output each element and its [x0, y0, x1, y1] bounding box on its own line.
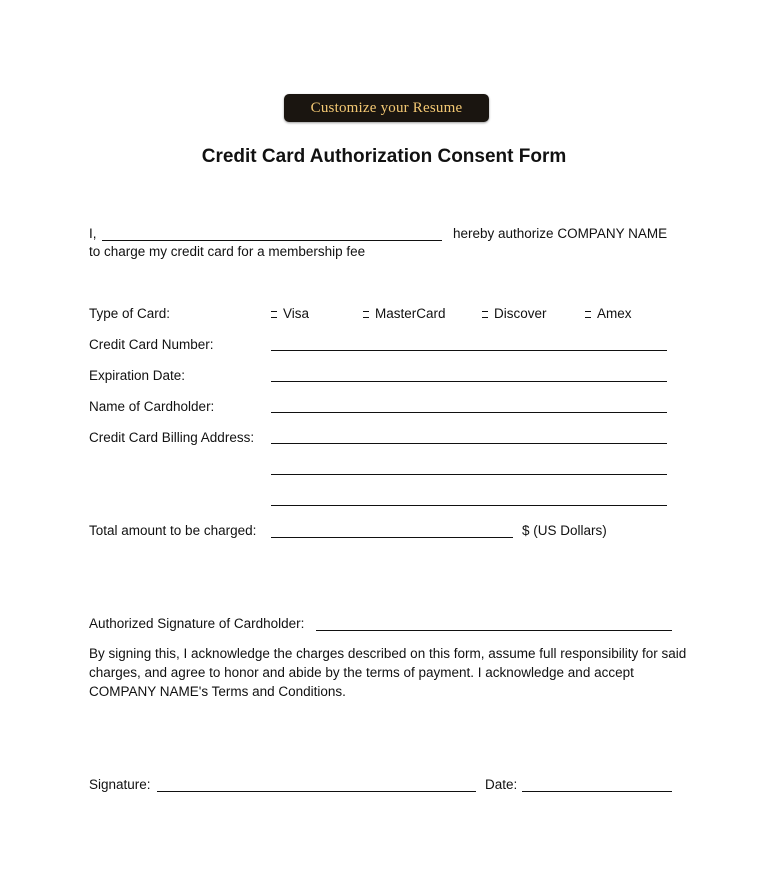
- billing-address-line-3[interactable]: [271, 505, 667, 506]
- date-label: Date:: [485, 777, 518, 792]
- checkbox-icon: [363, 311, 369, 318]
- checkbox-visa[interactable]: [271, 306, 309, 321]
- billing-address-label: Credit Card Billing Address:: [89, 430, 255, 445]
- card-number-line[interactable]: [271, 350, 667, 351]
- billing-address-line-2[interactable]: [271, 474, 667, 475]
- option-mastercard-label: MasterCard: [375, 306, 446, 321]
- customize-resume-button[interactable]: [284, 94, 489, 122]
- authorized-signature-label: Authorized Signature of Cardholder:: [89, 616, 305, 631]
- checkbox-icon: [271, 311, 277, 318]
- option-amex-label: Amex: [597, 306, 632, 321]
- expiration-label: Expiration Date:: [89, 368, 186, 383]
- signature-label: Signature:: [89, 777, 151, 792]
- checkbox-mastercard[interactable]: [363, 306, 446, 321]
- cardholder-line[interactable]: [271, 412, 667, 413]
- intro-authorize-text: hereby authorize COMPANY NAME: [453, 226, 668, 241]
- total-amount-line[interactable]: [271, 537, 513, 538]
- billing-address-line-1[interactable]: [271, 443, 667, 444]
- cardholder-label: Name of Cardholder:: [89, 399, 215, 414]
- checkbox-discover[interactable]: [482, 306, 547, 321]
- checkbox-icon: [585, 311, 591, 318]
- total-amount-label: Total amount to be charged:: [89, 523, 257, 538]
- card-type-label: Type of Card:: [89, 306, 171, 321]
- checkbox-amex[interactable]: [585, 306, 632, 321]
- name-blank-line[interactable]: [102, 240, 442, 241]
- checkbox-icon: [482, 311, 488, 318]
- intro-second-line: to charge my credit card for a membership fee: [89, 244, 366, 259]
- date-line[interactable]: [522, 791, 672, 792]
- option-visa-label: Visa: [283, 306, 310, 321]
- authorized-signature-line[interactable]: [316, 630, 672, 631]
- expiration-line[interactable]: [271, 381, 667, 382]
- acknowledgement-paragraph: By signing this, I acknowledge the charges described on this form, assume full responsibility for said charges, and agree to honor and abide by the terms of payment. I acknowledge and accept COMPANY NAME's Terms and Conditions.: [89, 646, 687, 699]
- intro-prefix: I,: [89, 226, 97, 241]
- form-title: Credit Card Authorization Consent Form: [201, 146, 567, 167]
- customize-resume-label: Customize your Resume: [310, 99, 463, 116]
- card-number-label: Credit Card Number:: [89, 337, 214, 352]
- option-discover-label: Discover: [494, 306, 547, 321]
- signature-line[interactable]: [157, 791, 476, 792]
- currency-label: $ (US Dollars): [522, 523, 607, 538]
